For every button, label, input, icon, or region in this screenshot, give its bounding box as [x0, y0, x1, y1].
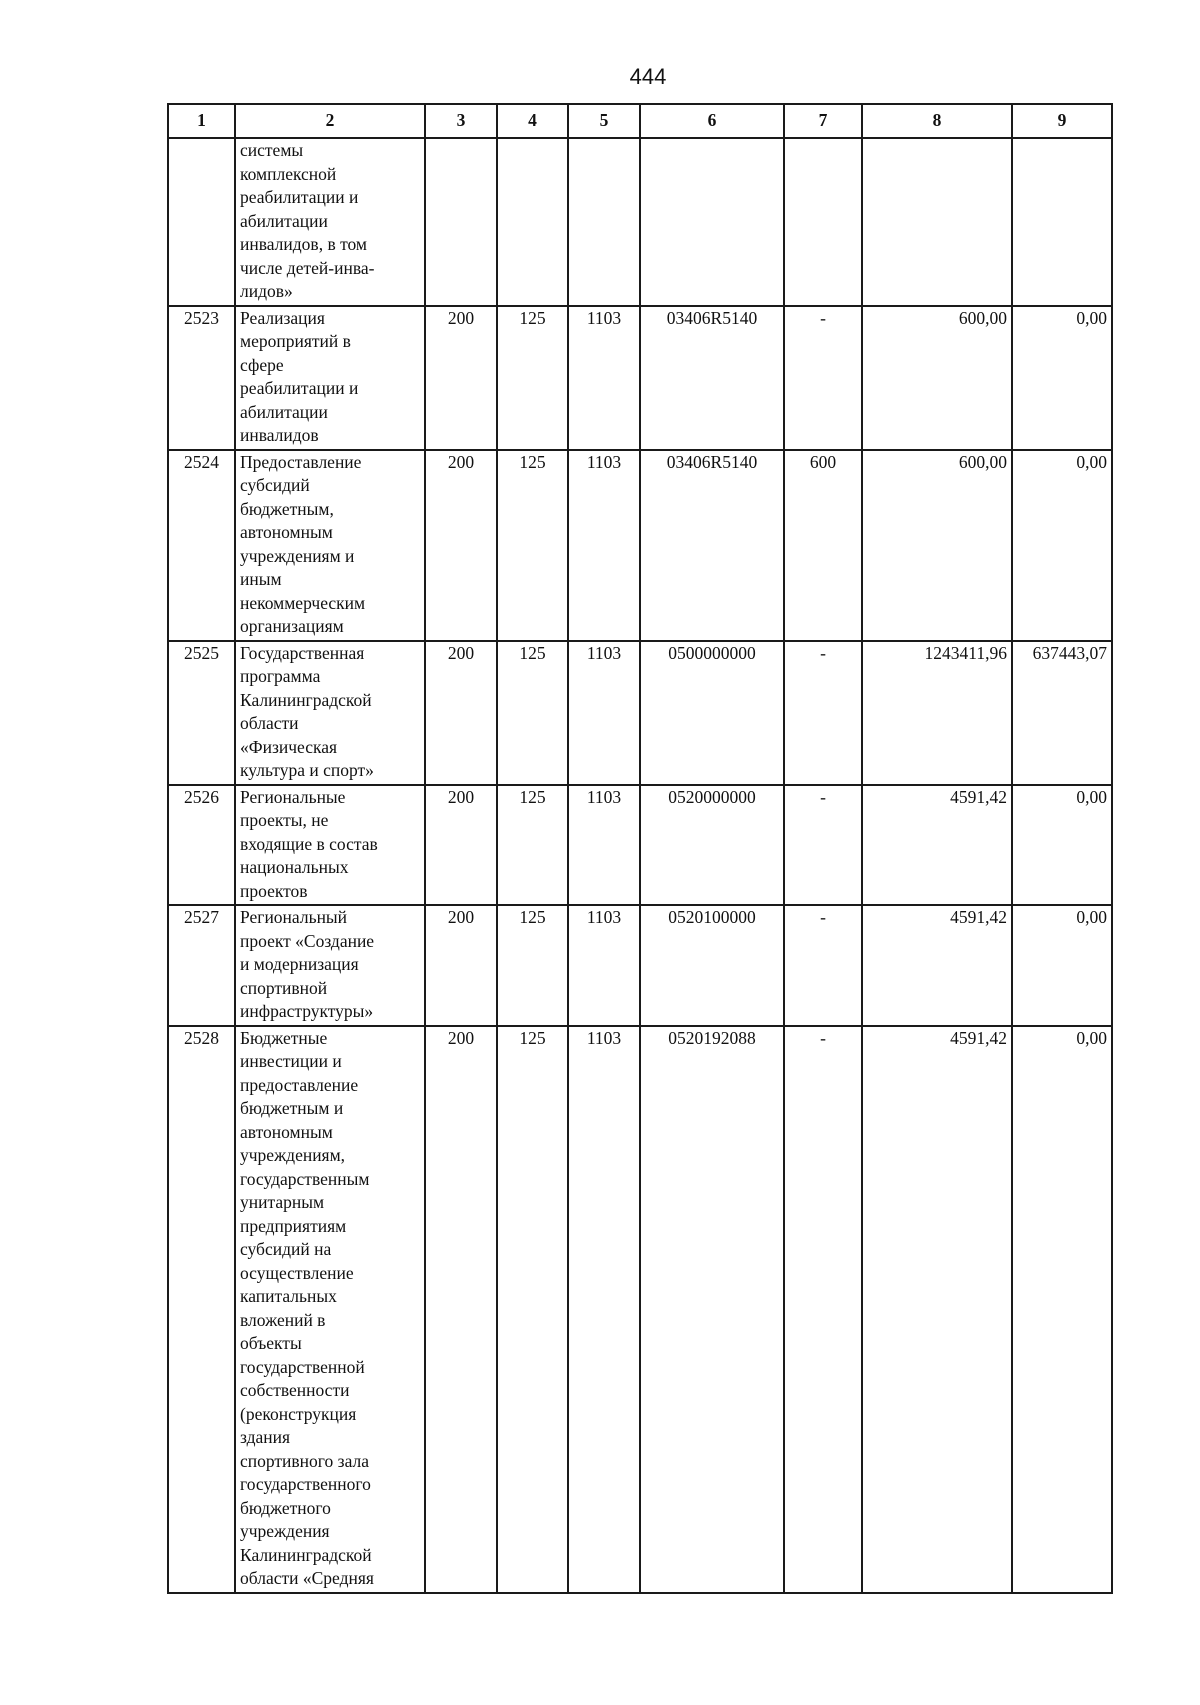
cell-col4: 125 — [497, 1026, 568, 1593]
cell-col7: - — [784, 1026, 862, 1593]
row-number: 2524 — [168, 450, 235, 641]
name-line: вложений в — [240, 1309, 326, 1330]
budget-table — [167, 103, 1113, 1594]
name-line: здания — [240, 1427, 291, 1447]
cell-col7: - — [784, 785, 862, 906]
name-line: государственной — [240, 1356, 365, 1377]
name-line: Региональные — [240, 786, 346, 807]
name-line: Реализация — [240, 307, 325, 328]
cell-col6: 03406R5140 — [640, 306, 784, 450]
cell-col4: 125 — [497, 450, 568, 641]
cell-col4: 125 — [497, 641, 568, 785]
name-line: комплексной — [240, 163, 337, 184]
cell-col9: 0,00 — [1012, 306, 1112, 450]
column-header-6: 6 — [640, 104, 784, 138]
name-line: инвалидов — [240, 425, 319, 445]
name-line: некоммерческим — [240, 592, 366, 613]
cell-col3: 200 — [425, 785, 497, 906]
name-line: государственным — [240, 1168, 370, 1189]
cell-col4: 125 — [497, 905, 568, 1026]
name-line: бюджетного — [240, 1497, 331, 1518]
cell-col9: 0,00 — [1012, 450, 1112, 641]
cell-col7: - — [784, 641, 862, 785]
name-line: предоставление — [240, 1074, 359, 1095]
column-header-4: 4 — [497, 104, 568, 138]
table-row — [168, 306, 1112, 450]
cell-col9: 637443,07 — [1012, 641, 1112, 785]
cell-col8: 600,00 — [862, 306, 1012, 450]
name-line: инфраструктуры» — [240, 1001, 374, 1021]
table-row — [168, 138, 1112, 306]
table-row — [168, 450, 1112, 641]
row-name — [235, 306, 425, 450]
column-header-8: 8 — [862, 104, 1012, 138]
name-line: учреждениям, — [240, 1145, 346, 1165]
cell-col8: 4591,42 — [862, 1026, 1012, 1593]
cell-col7 — [784, 138, 862, 306]
table-row — [168, 1026, 1112, 1593]
name-line: учреждениям и — [240, 545, 355, 566]
name-line: инвестиции и — [240, 1051, 342, 1071]
cell-col5: 1103 — [568, 641, 640, 785]
name-line: капитальных — [240, 1286, 337, 1306]
name-line: абилитации — [240, 210, 328, 231]
cell-col9: 0,00 — [1012, 1026, 1112, 1593]
name-line: «Физическая — [240, 736, 338, 757]
name-line: спортивной — [240, 977, 328, 998]
cell-col3: 200 — [425, 306, 497, 450]
name-line: Калининградской — [240, 1544, 372, 1565]
name-line: инвалидов, в том — [240, 234, 367, 254]
cell-col8: 1243411,96 — [862, 641, 1012, 785]
page-number: 444 — [629, 64, 667, 89]
name-line: организациям — [240, 616, 344, 636]
cell-col6: 0500000000 — [640, 641, 784, 785]
row-number: 2523 — [168, 306, 235, 450]
name-line: числе детей-инва- — [240, 257, 375, 278]
column-header-5: 5 — [568, 104, 640, 138]
cell-col7: - — [784, 905, 862, 1026]
cell-col8: 4591,42 — [862, 785, 1012, 906]
cell-col9: 0,00 — [1012, 785, 1112, 906]
cell-col5: 1103 — [568, 905, 640, 1026]
name-line: Предоставление — [240, 451, 362, 472]
row-name — [235, 1026, 425, 1593]
name-line: проекты, не — [240, 810, 329, 830]
name-line: автономным — [240, 1121, 333, 1142]
name-line: иным — [240, 569, 282, 589]
cell-col6: 0520192088 — [640, 1026, 784, 1593]
cell-col3: 200 — [425, 1026, 497, 1593]
row-name — [235, 905, 425, 1026]
table-row — [168, 905, 1112, 1026]
name-line: собственности — [240, 1380, 350, 1400]
cell-col5 — [568, 138, 640, 306]
name-line: реабилитации и — [240, 378, 359, 398]
name-line: проектов — [240, 880, 308, 901]
name-line: автономным — [240, 522, 333, 542]
name-line: входящие в состав — [240, 833, 378, 854]
column-header-2: 2 — [235, 104, 425, 138]
table-row — [168, 641, 1112, 785]
name-line: мероприятий в — [240, 331, 351, 351]
cell-col6: 03406R5140 — [640, 450, 784, 641]
name-line: системы — [240, 140, 304, 160]
column-header-7: 7 — [784, 104, 862, 138]
row-name — [235, 641, 425, 785]
name-line: бюджетным и — [240, 1098, 344, 1118]
name-line: проект «Создание — [240, 930, 375, 951]
cell-col6: 0520100000 — [640, 905, 784, 1026]
name-line: области — [240, 713, 299, 733]
name-line: государственного — [240, 1474, 371, 1494]
column-header-3: 3 — [425, 104, 497, 138]
name-line: национальных — [240, 857, 349, 877]
row-number: 2525 — [168, 641, 235, 785]
cell-col3: 200 — [425, 450, 497, 641]
row-name — [235, 785, 425, 906]
cell-col4: 125 — [497, 785, 568, 906]
name-line: реабилитации и — [240, 187, 359, 207]
name-line: сфере — [240, 354, 284, 375]
cell-col7: 600 — [784, 450, 862, 641]
cell-col5: 1103 — [568, 1026, 640, 1593]
cell-col6: 0520000000 — [640, 785, 784, 906]
cell-col5: 1103 — [568, 785, 640, 906]
name-line: учреждения — [240, 1521, 330, 1541]
name-line: культура и спорт» — [240, 760, 374, 780]
name-line: Калининградской — [240, 689, 372, 710]
name-line: субсидий на — [240, 1239, 332, 1259]
cell-col5: 1103 — [568, 450, 640, 641]
cell-col8 — [862, 138, 1012, 306]
row-number: 2528 — [168, 1026, 235, 1593]
name-line: объекты — [240, 1333, 302, 1353]
cell-col8: 4591,42 — [862, 905, 1012, 1026]
row-number — [168, 138, 235, 306]
cell-col4: 125 — [497, 306, 568, 450]
cell-col4 — [497, 138, 568, 306]
name-line: предприятиям — [240, 1215, 347, 1236]
name-line: абилитации — [240, 401, 328, 422]
row-name — [235, 138, 425, 306]
cell-col7: - — [784, 306, 862, 450]
table-row — [168, 785, 1112, 906]
name-line: и модернизация — [240, 954, 359, 974]
column-header-9: 9 — [1012, 104, 1112, 138]
table-body — [168, 138, 1112, 1593]
name-line: унитарным — [240, 1192, 325, 1212]
name-line: Бюджетные — [240, 1027, 328, 1048]
row-name — [235, 450, 425, 641]
cell-col9 — [1012, 138, 1112, 306]
cell-col8: 600,00 — [862, 450, 1012, 641]
cell-col6 — [640, 138, 784, 306]
name-line: осуществление — [240, 1262, 354, 1283]
name-line: (реконструкция — [240, 1403, 357, 1424]
name-line: бюджетным, — [240, 498, 334, 519]
name-line: области «Средняя — [240, 1568, 374, 1588]
name-line: лидов» — [240, 281, 293, 301]
cell-col3: 200 — [425, 905, 497, 1026]
column-header-1: 1 — [168, 104, 235, 138]
cell-col5: 1103 — [568, 306, 640, 450]
row-number: 2527 — [168, 905, 235, 1026]
name-line: программа — [240, 666, 321, 686]
name-line: субсидий — [240, 475, 310, 495]
header-row — [168, 104, 1112, 138]
table-header — [168, 104, 1112, 138]
cell-col3: 200 — [425, 641, 497, 785]
name-line: Государственная — [240, 642, 365, 663]
cell-col9: 0,00 — [1012, 905, 1112, 1026]
row-number: 2526 — [168, 785, 235, 906]
name-line: спортивного зала — [240, 1450, 369, 1471]
cell-col3 — [425, 138, 497, 306]
name-line: Региональный — [240, 907, 348, 927]
